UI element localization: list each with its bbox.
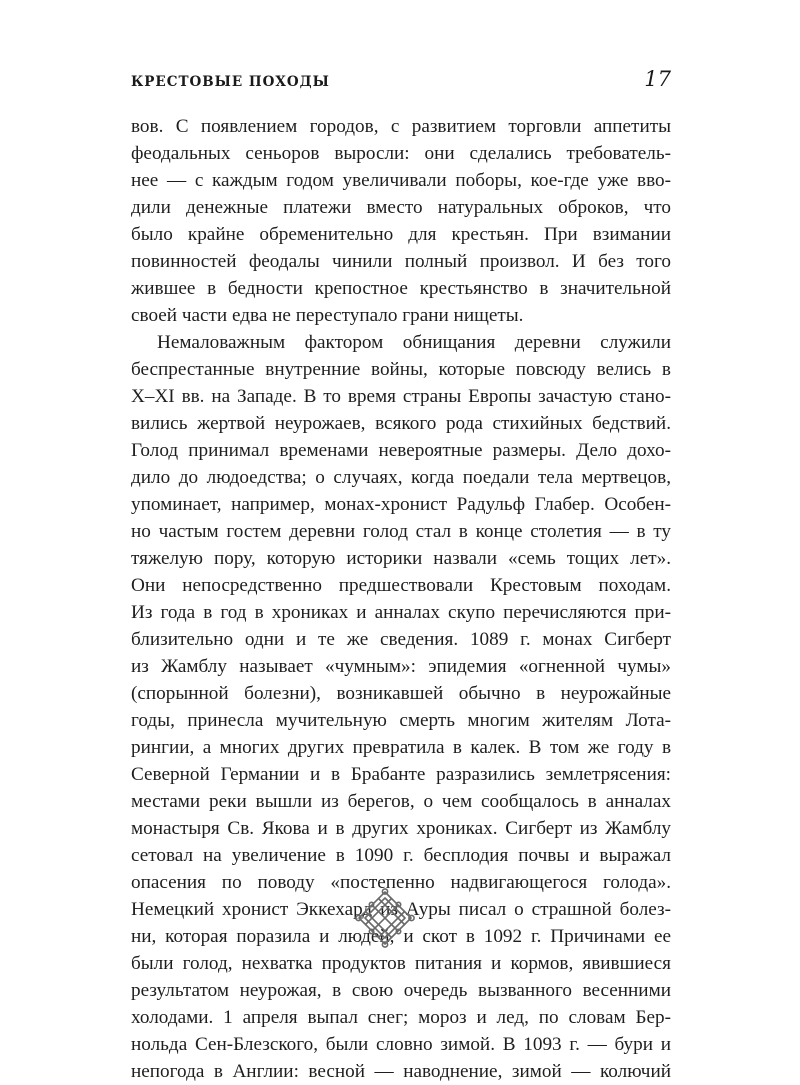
- running-head: [131, 66, 671, 96]
- text-line: были голод, нехватка продуктов питания и кормов, явившиеся: [131, 953, 671, 974]
- text-line: из Жамблу называет «чумным»: эпидемия «огненной чумы»: [131, 656, 671, 677]
- text-line: дили денежные платежи вместо натуральных оброков, что: [131, 197, 671, 218]
- celtic-knot-ornament-icon: [355, 888, 415, 948]
- text-line: опасения по поводу «постепенно надвигающегося голода».: [131, 872, 671, 893]
- text-line: Голод принимал временами невероятные размеры. Дело дохо-: [131, 440, 671, 461]
- text-line: но частым гостем деревни голод стал в конце столетия — в ту: [131, 521, 671, 542]
- running-head-title: КРЕСТОВЫЕ ПОХОДЫ: [131, 74, 330, 90]
- text-line: жившее в бедности крепостное крестьянство в значительной: [131, 278, 671, 299]
- text-line: дило до людоедства; о случаях, когда поедали тела мертвецов,: [131, 467, 671, 488]
- text-line: тяжелую пору, которую историки назвали «семь тощих лет».: [131, 548, 671, 569]
- text-line: вов. С появлением городов, с развитием торговли аппетиты: [131, 116, 671, 137]
- text-line: местами реки вышли из берегов, о чем сообщалось в анналах: [131, 791, 671, 812]
- text-line: результатом неурожая, в свою очередь вызванного весенними: [131, 980, 671, 1001]
- text-line: ни, которая поразила и людей, и скот в 1092 г. Причинами ее: [131, 926, 671, 947]
- text-line: Они непосредственно предшествовали Крестовым походам.: [131, 575, 671, 596]
- page-number: 17: [644, 67, 671, 91]
- text-line: X–XI вв. на Западе. В то время страны Европы зачастую стано-: [131, 386, 671, 407]
- text-line: беспрестанные внутренние войны, которые повсюду велись в: [131, 359, 671, 380]
- text-line: своей части едва не переступало грани нищеты.: [131, 305, 524, 326]
- text-line: нее — с каждым годом увеличивали поборы, кое-где уже вво-: [131, 170, 671, 191]
- text-line: Из года в год в хрониках и анналах скупо перечисляются при-: [131, 602, 671, 623]
- text-line: монастыря Св. Якова и в других хрониках. Сигберт из Жамблу: [131, 818, 671, 839]
- text-line: холодами. 1 апреля выпал снег; мороз и лед, по словам Бер-: [131, 1007, 671, 1028]
- text-line: Северной Германии и в Брабанте разразились землетрясения:: [131, 764, 671, 785]
- text-line: (спорынной болезни), возникавшей обычно в неурожайные: [131, 683, 671, 704]
- text-line: годы, принесла мучительную смерть многим жителям Лота-: [131, 710, 671, 731]
- text-line: рингии, а многих других превратила в калек. В том же году в: [131, 737, 671, 758]
- text-line: сетовал на увеличение в 1090 г. бесплодия почвы и выражал: [131, 845, 671, 866]
- text-line: нольда Сен-Блезского, были словно зимой. В 1093 г. — бури и: [131, 1034, 671, 1055]
- text-line: повинностей феодалы чинили полный произвол. И без того: [131, 251, 671, 272]
- text-line: близительно одни и те же сведения. 1089 г. монах Сигберт: [131, 629, 671, 650]
- text-line: вились жертвой неурожаев, всякого рода стихийных бедствий.: [131, 413, 671, 434]
- text-line: было крайне обременительно для крестьян. При взимании: [131, 224, 671, 245]
- text-line: Немецкий хронист Эккехард из Ауры писал о страшной болез-: [131, 899, 671, 920]
- text-line: упоминает, например, монах-хронист Радульф Глабер. Особен-: [131, 494, 671, 515]
- paragraph-start-line: Немаловажным фактором обнищания деревни служили: [157, 332, 671, 353]
- text-line: феодальных сеньоров выросли: они сделались требователь-: [131, 143, 671, 164]
- text-line: непогода в Англии: весной — наводнение, зимой — колючий: [131, 1061, 671, 1082]
